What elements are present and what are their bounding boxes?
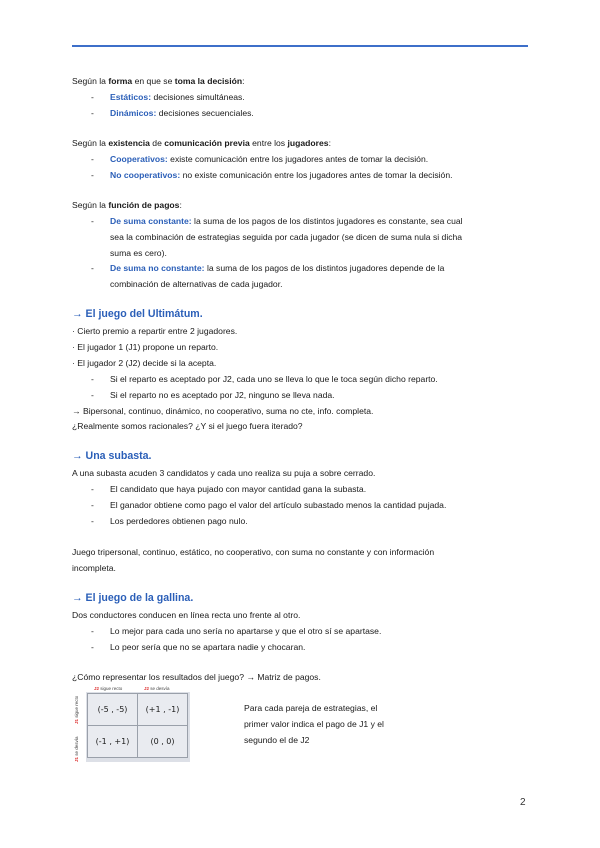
matrix-note-line: primer valor indica el pago de J1 y el [244, 719, 384, 729]
list-item: - Si el reparto no es aceptado por J2, ninguno se lleva nada. [91, 390, 335, 400]
comunicacion-intro: Según la existencia de comunicación previa entre los jugadores: [72, 138, 331, 148]
list-item: - Estáticos: decisiones simultáneas. [91, 92, 245, 102]
list-item: - Lo mejor para cada uno sería no apartarse y que el otro sí se apartase. [91, 626, 382, 636]
list-item: - De suma constante: la suma de los pagos de los distintos jugadores es constante, sea cual [91, 216, 463, 226]
list-item: - Los perdedores obtienen pago nulo. [91, 516, 248, 526]
matrix-cell: (-5 , -5) [87, 693, 138, 726]
matrix-note-line: segundo el de J2 [244, 735, 310, 745]
list-item: - Lo peor sería que no se apartara nadie y chocaran. [91, 642, 306, 652]
text-line: ¿Cómo representar los resultados del juego? → Matriz de pagos. [72, 672, 321, 682]
list-item-continuation: combinación de alternativas de cada jugador. [110, 279, 283, 289]
forma-intro: Según la forma en que se toma la decisión: [72, 76, 245, 86]
text-line: Dos conductores conducen en línea recta uno frente al otro. [72, 610, 301, 620]
pagos-intro: Según la función de pagos: [72, 200, 182, 210]
list-item: - Dinámicos: decisiones secuenciales. [91, 108, 254, 118]
matrix-cell: (0 , 0) [137, 725, 188, 758]
list-item: - De suma no constante: la suma de los pagos de los distintos jugadores depende de la [91, 263, 445, 273]
text-line: · El jugador 2 (J2) decide si la acepta. [72, 358, 217, 368]
list-item: - Si el reparto es aceptado por J2, cada uno se lleva lo que le toca según dicho reparto. [91, 374, 438, 384]
text-line: · El jugador 1 (J1) propone un reparto. [72, 342, 219, 352]
header-rule [72, 45, 528, 47]
text-line: · Cierto premio a repartir entre 2 jugadores. [72, 326, 238, 336]
matrix-cell: (+1 , -1) [137, 693, 188, 726]
matrix-note-line: Para cada pareja de estrategias, el [244, 703, 378, 713]
list-item-continuation: sea la combinación de estrategias seguida por cada jugador (se dicen de suma nula si dicha [110, 232, 463, 242]
text-line: → Bipersonal, continuo, dinámico, no cooperativo, suma no cte, info. completa. [72, 406, 374, 416]
matrix-row-header: J1 sigue recto [74, 695, 79, 724]
matrix-col-header: J2 sigue recto [94, 686, 123, 691]
page-number: 2 [520, 797, 526, 808]
section-heading-gallina: → El juego de la gallina. [72, 592, 194, 604]
list-item: - El ganador obtiene como pago el valor del artículo subastado menos la cantidad pujada. [91, 500, 447, 510]
payoff-matrix [74, 686, 190, 762]
list-item: - El candidato que haya pujado con mayor cantidad gana la subasta. [91, 484, 367, 494]
matrix-col-header: J2 se desvía [144, 686, 170, 691]
text-line: ¿Realmente somos racionales? ¿Y si el juego fuera iterado? [72, 421, 303, 431]
section-heading-subasta: → Una subasta. [72, 450, 152, 462]
list-item: - No cooperativos: no existe comunicación entre los jugadores antes de tomar la decisión. [91, 170, 453, 180]
text-line: Juego tripersonal, continuo, estático, no cooperativo, con suma no constante y con información [72, 547, 435, 557]
text-line: incompleta. [72, 563, 116, 573]
list-item-continuation: suma es cero). [110, 248, 167, 258]
text-line: A una subasta acuden 3 candidatos y cada uno realiza su puja a sobre cerrado. [72, 468, 376, 478]
list-item: - Cooperativos: existe comunicación entre los jugadores antes de tomar la decisión. [91, 154, 429, 164]
section-heading-ultimatum: → El juego del Ultimátum. [72, 308, 203, 320]
matrix-cell: (-1 , +1) [87, 725, 138, 758]
matrix-row-header: J1 se desvía [74, 736, 79, 762]
